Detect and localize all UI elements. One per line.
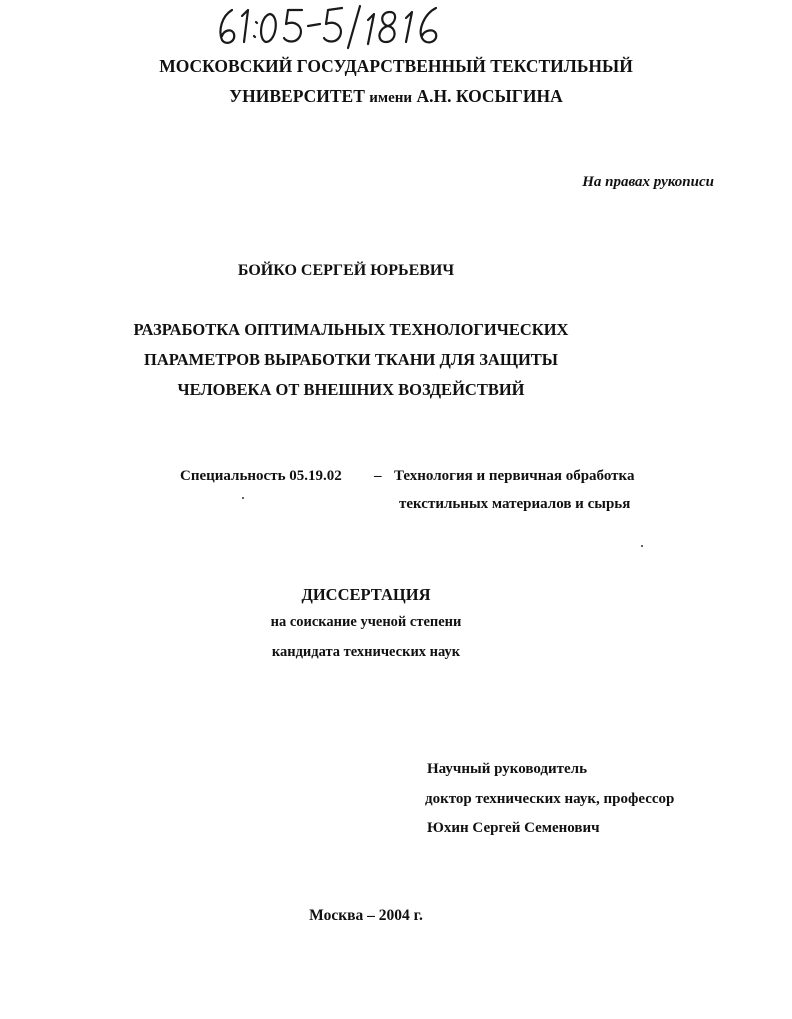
university-name-line1: МОСКОВСКИЙ ГОСУДАРСТВЕННЫЙ ТЕКСТИЛЬНЫЙ [159, 56, 633, 76]
university-namesake: А.Н. КОСЫГИНА [416, 86, 563, 106]
supervisor-role: Научный руководитель [427, 761, 587, 777]
supervisor-degree: доктор технических наук, профессор [425, 791, 675, 807]
handwritten-archive-number [210, 2, 450, 50]
author-name: БОЙКО СЕРГЕЙ ЮРЬЕВИЧ [237, 262, 455, 279]
scan-speck [242, 497, 244, 499]
work-type-heading: ДИССЕРТАЦИЯ [301, 585, 431, 604]
university-name-line2 [0, 86, 792, 107]
supervisor-name: Юхин Сергей Семенович [427, 820, 600, 836]
work-type-line1: на соискание ученой степени [270, 614, 462, 630]
thesis-title-line2: ПАРАМЕТРОВ ВЫРАБОТКИ ТКАНИ ДЛЯ ЗАЩИТЫ [144, 350, 558, 369]
specialty-dash: – [374, 468, 382, 484]
specialty-line2: текстильных материалов и сырья [399, 496, 631, 512]
place-year: Москва – 2004 г. [309, 907, 423, 924]
manuscript-note: На правах рукописи [582, 174, 714, 190]
university-word: УНИВЕРСИТЕТ [229, 86, 365, 106]
thesis-title-line3: ЧЕЛОВЕКА ОТ ВНЕШНИХ ВОЗДЕЙСТВИЙ [177, 380, 525, 399]
specialty-label: Специальность 05.19.02 [180, 468, 342, 484]
scan-speck [641, 545, 643, 547]
named-after: имени [369, 90, 413, 106]
specialty-line1: Технология и первичная обработка [394, 468, 635, 484]
thesis-title-line1: РАЗРАБОТКА ОПТИМАЛЬНЫХ ТЕХНОЛОГИЧЕСКИХ [133, 320, 569, 339]
work-type-line2: кандидата технических наук [271, 644, 461, 660]
